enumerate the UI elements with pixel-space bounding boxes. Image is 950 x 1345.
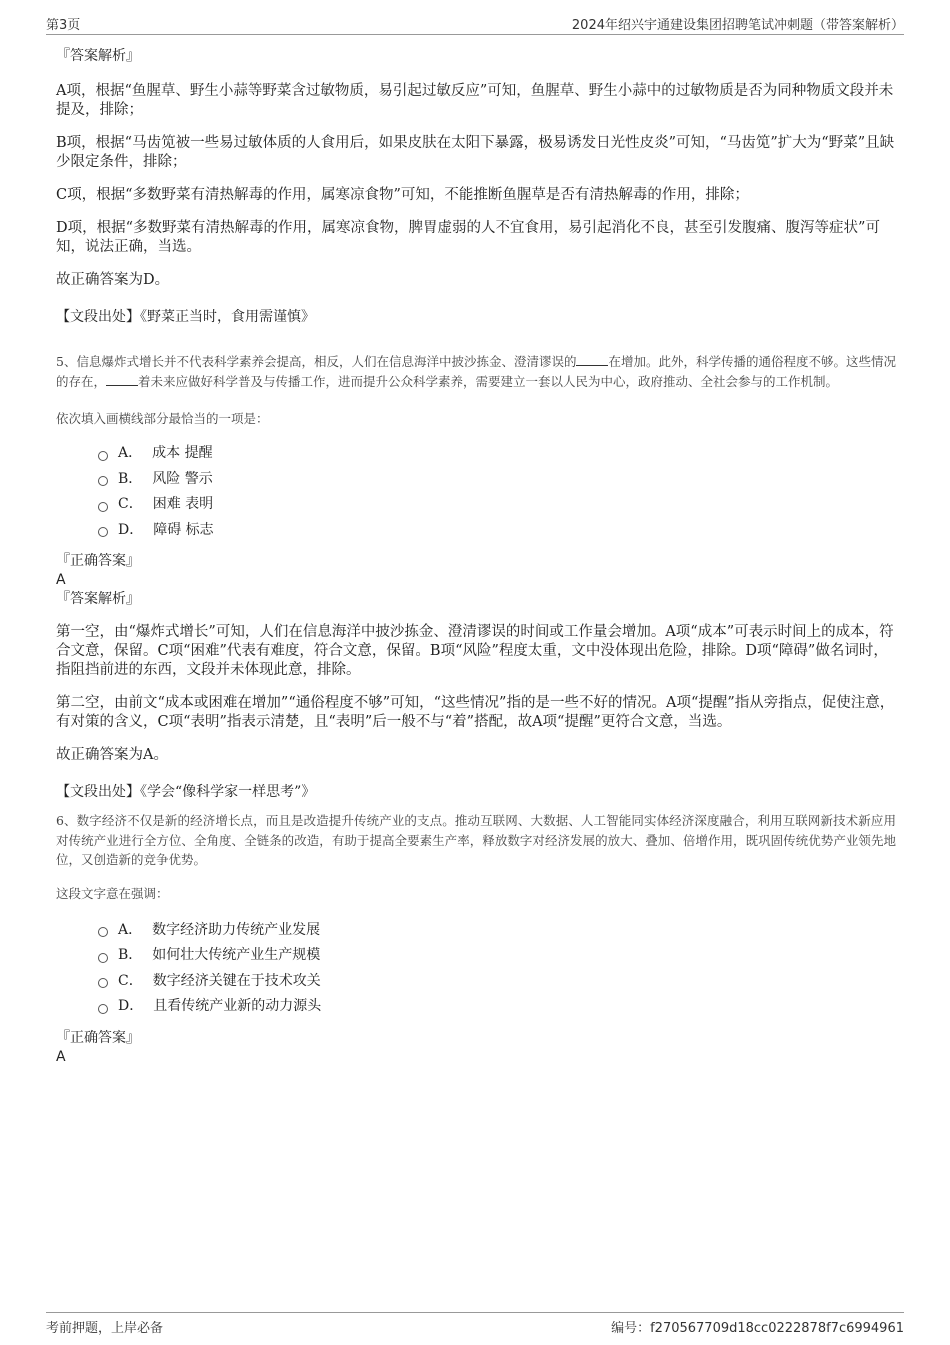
radio-icon[interactable]: [98, 978, 108, 988]
radio-icon[interactable]: [98, 953, 108, 963]
q6-answer: A: [56, 1048, 66, 1065]
page-footer: [46, 1312, 904, 1335]
q6-ask: 这段文字意在强调：: [56, 885, 169, 901]
q5-answer: A: [56, 572, 66, 588]
document-body: [56, 46, 896, 1066]
q5-conclusion: 故正确答案为A。: [56, 747, 168, 763]
radio-icon[interactable]: [98, 1004, 108, 1014]
q4-analysis-d: D项，根据“多数野菜有清热解毒的作用，属寒凉食物，脾胃虚弱的人不宜食用，易引起消化不良，甚至引发腹痛、腹泻等症状”可知，说法正确，当选。: [56, 220, 880, 255]
q5-option-a[interactable]: A． 成本 提醒: [98, 441, 896, 467]
q5-options: [98, 441, 896, 543]
q6-option-b[interactable]: B． 如何壮大传统产业生产规模: [98, 943, 896, 969]
q6-option-a[interactable]: A． 数字经济助力传统产业发展: [98, 918, 896, 944]
q6-option-c[interactable]: C． 数字经济关键在于技术攻关: [98, 969, 896, 995]
radio-icon[interactable]: [98, 451, 108, 461]
q5-option-d[interactable]: D． 障碍 标志: [98, 518, 896, 544]
q4-analysis-c: C项，根据“多数野菜有清热解毒的作用，属寒凉食物”可知，不能推断鱼腥草是否有清热解毒的作用，排除；: [56, 187, 749, 203]
q6-stem: 6、数字经济不仅是新的经济增长点，而且是改造提升传统产业的支点。推动互联网、大数据、人工智能同实体经济深度融合，利用互联网新技术新应用对传统产业进行全方位、全角度、全链条的改造，有助于提高全要素生产率，释放数字对经济发展的放大、叠加、倍增作用，既巩固传统优势产业领先地位，又创造新的竞争优势。: [56, 813, 896, 867]
q5-analysis-1: 第一空，由“爆炸式增长”可知，人们在信息海洋中披沙拣金、澄清谬误的时间或工作量会增加。A项“成本”可表示时间上的成本，符合文意，保留。C项“困难”代表有难度，符合文意，保留。B项“风险”程度太重，文中没体现出危险，排除。D项“障碍”做名词时，指阻挡前进的东西，文段并未体现此意，排除。: [56, 624, 894, 678]
page-header: [46, 14, 904, 35]
blank-line: [576, 353, 608, 366]
document-code: 编号：f270567709d18cc0222878f7c6994961: [611, 1321, 904, 1336]
q4-analysis-b: B项，根据“马齿笕被一些易过敏体质的人食用后，如果皮肤在太阳下暴露，极易诱发日光性皮炎”可知，“马齿笕”扩大为“野菜”且缺少限定条件，排除；: [56, 135, 895, 170]
q6-answer-label: 『正确答案』: [56, 1029, 140, 1046]
page-number: 第3页: [46, 18, 81, 33]
q5-answer-label: 『正确答案』: [56, 553, 140, 569]
q5-source: 【文段出处】《学会“像科学家一样思考”》: [56, 784, 316, 800]
radio-icon[interactable]: [98, 476, 108, 486]
q5-option-b[interactable]: B． 风险 警示: [98, 467, 896, 493]
radio-icon[interactable]: [98, 502, 108, 512]
footer-slogan: 考前押题，上岸必备: [46, 1321, 164, 1336]
q5-analysis-2: 第二空，由前文“成本或困难在增加”“通俗程度不够”可知，“这些情况”指的是一些不好的情况。A项“提醒”指从旁指点，促使注意，有对策的含义，C项“表明”指表示清楚，且“表明”后一般不与“着”搭配，故A项“提醒”更符合文意，当选。: [56, 695, 895, 730]
q4-conclusion: 故正确答案为D。: [56, 272, 170, 288]
radio-icon[interactable]: [98, 927, 108, 937]
q5-option-c[interactable]: C． 困难 表明: [98, 492, 896, 518]
q6-option-d[interactable]: D． 且看传统产业新的动力源头: [98, 994, 896, 1020]
q4-analysis-a: A项，根据“鱼腥草、野生小蒜等野菜含过敏物质，易引起过敏反应”可知，鱼腥草、野生小蒜中的过敏物质是否为同种物质文段并未提及，排除；: [56, 83, 894, 118]
q5-ask: 依次填入画横线部分最恰当的一项是：: [56, 411, 269, 426]
q5-analysis-label: 『答案解析』: [56, 591, 140, 607]
radio-icon[interactable]: [98, 527, 108, 537]
blank-line: [106, 373, 138, 386]
q5-stem: 5、信息爆炸式增长并不代表科学素养会提高，相反，人们在信息海洋中披沙拣金、澄清谬误的 在增加。此外，科学传播的通俗程度不够。这些情况的存在， 着未来应做好科学普及与传播工作，进而提升公众科学素养，需要建立一套以人民为中心，政府推动、全社会参与的工作机制。: [56, 354, 896, 389]
q4-analysis-label: 『答案解析』: [56, 48, 140, 64]
q6-options: [98, 918, 896, 1020]
document-title: 2024年绍兴宇通建设集团招聘笔试冲刺题（带答案解析）: [571, 18, 904, 33]
q4-source: 【文段出处】《野菜正当时，食用需谨慎》: [56, 309, 315, 325]
